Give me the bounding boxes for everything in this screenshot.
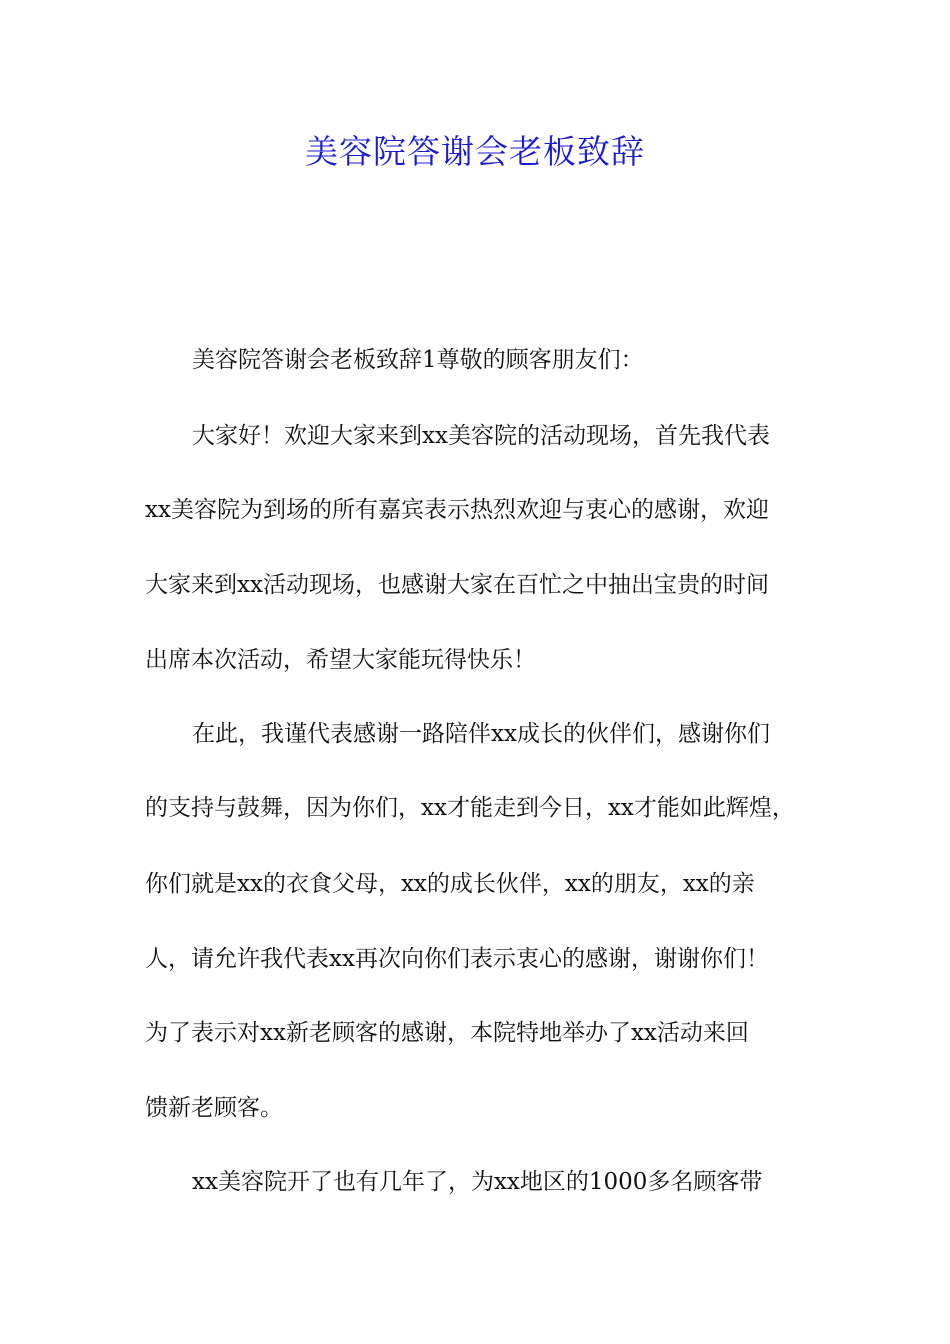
paragraph-line: 的支持与鼓舞，因为你们，xx才能走到今日，xx才能如此辉煌， (145, 795, 795, 821)
paragraph-line: 美容院答谢会老板致辞1尊敬的顾客朋友们： (192, 347, 644, 373)
paragraph-line: 为了表示对xx新老顾客的感谢，本院特地举办了xx活动来回 (145, 1020, 749, 1046)
paragraph-line: 出席本次活动，希望大家能玩得快乐！ (145, 647, 536, 673)
paragraph-line: 馈新老顾客。 (145, 1095, 283, 1121)
paragraph-line: xx美容院为到场的所有嘉宾表示热烈欢迎与衷心的感谢，欢迎 (145, 497, 769, 523)
paragraph-line: xx美容院开了也有几年了，为xx地区的1000多名顾客带 (192, 1169, 763, 1195)
paragraph-line: 在此，我谨代表感谢一路陪伴xx成长的伙伴们，感谢你们 (192, 721, 770, 747)
paragraph-line: 大家来到xx活动现场，也感谢大家在百忙之中抽出宝贵的时间 (145, 572, 769, 598)
paragraph-line: 大家好！欢迎大家来到xx美容院的活动现场，首先我代表 (192, 423, 770, 449)
paragraph-line: 你们就是xx的衣食父母，xx的成长伙伴，xx的朋友，xx的亲 (145, 871, 755, 897)
document-title: 美容院答谢会老板致辞 (305, 132, 645, 171)
paragraph-line: 人，请允许我代表xx再次向你们表示衷心的感谢，谢谢你们！ (145, 946, 769, 972)
